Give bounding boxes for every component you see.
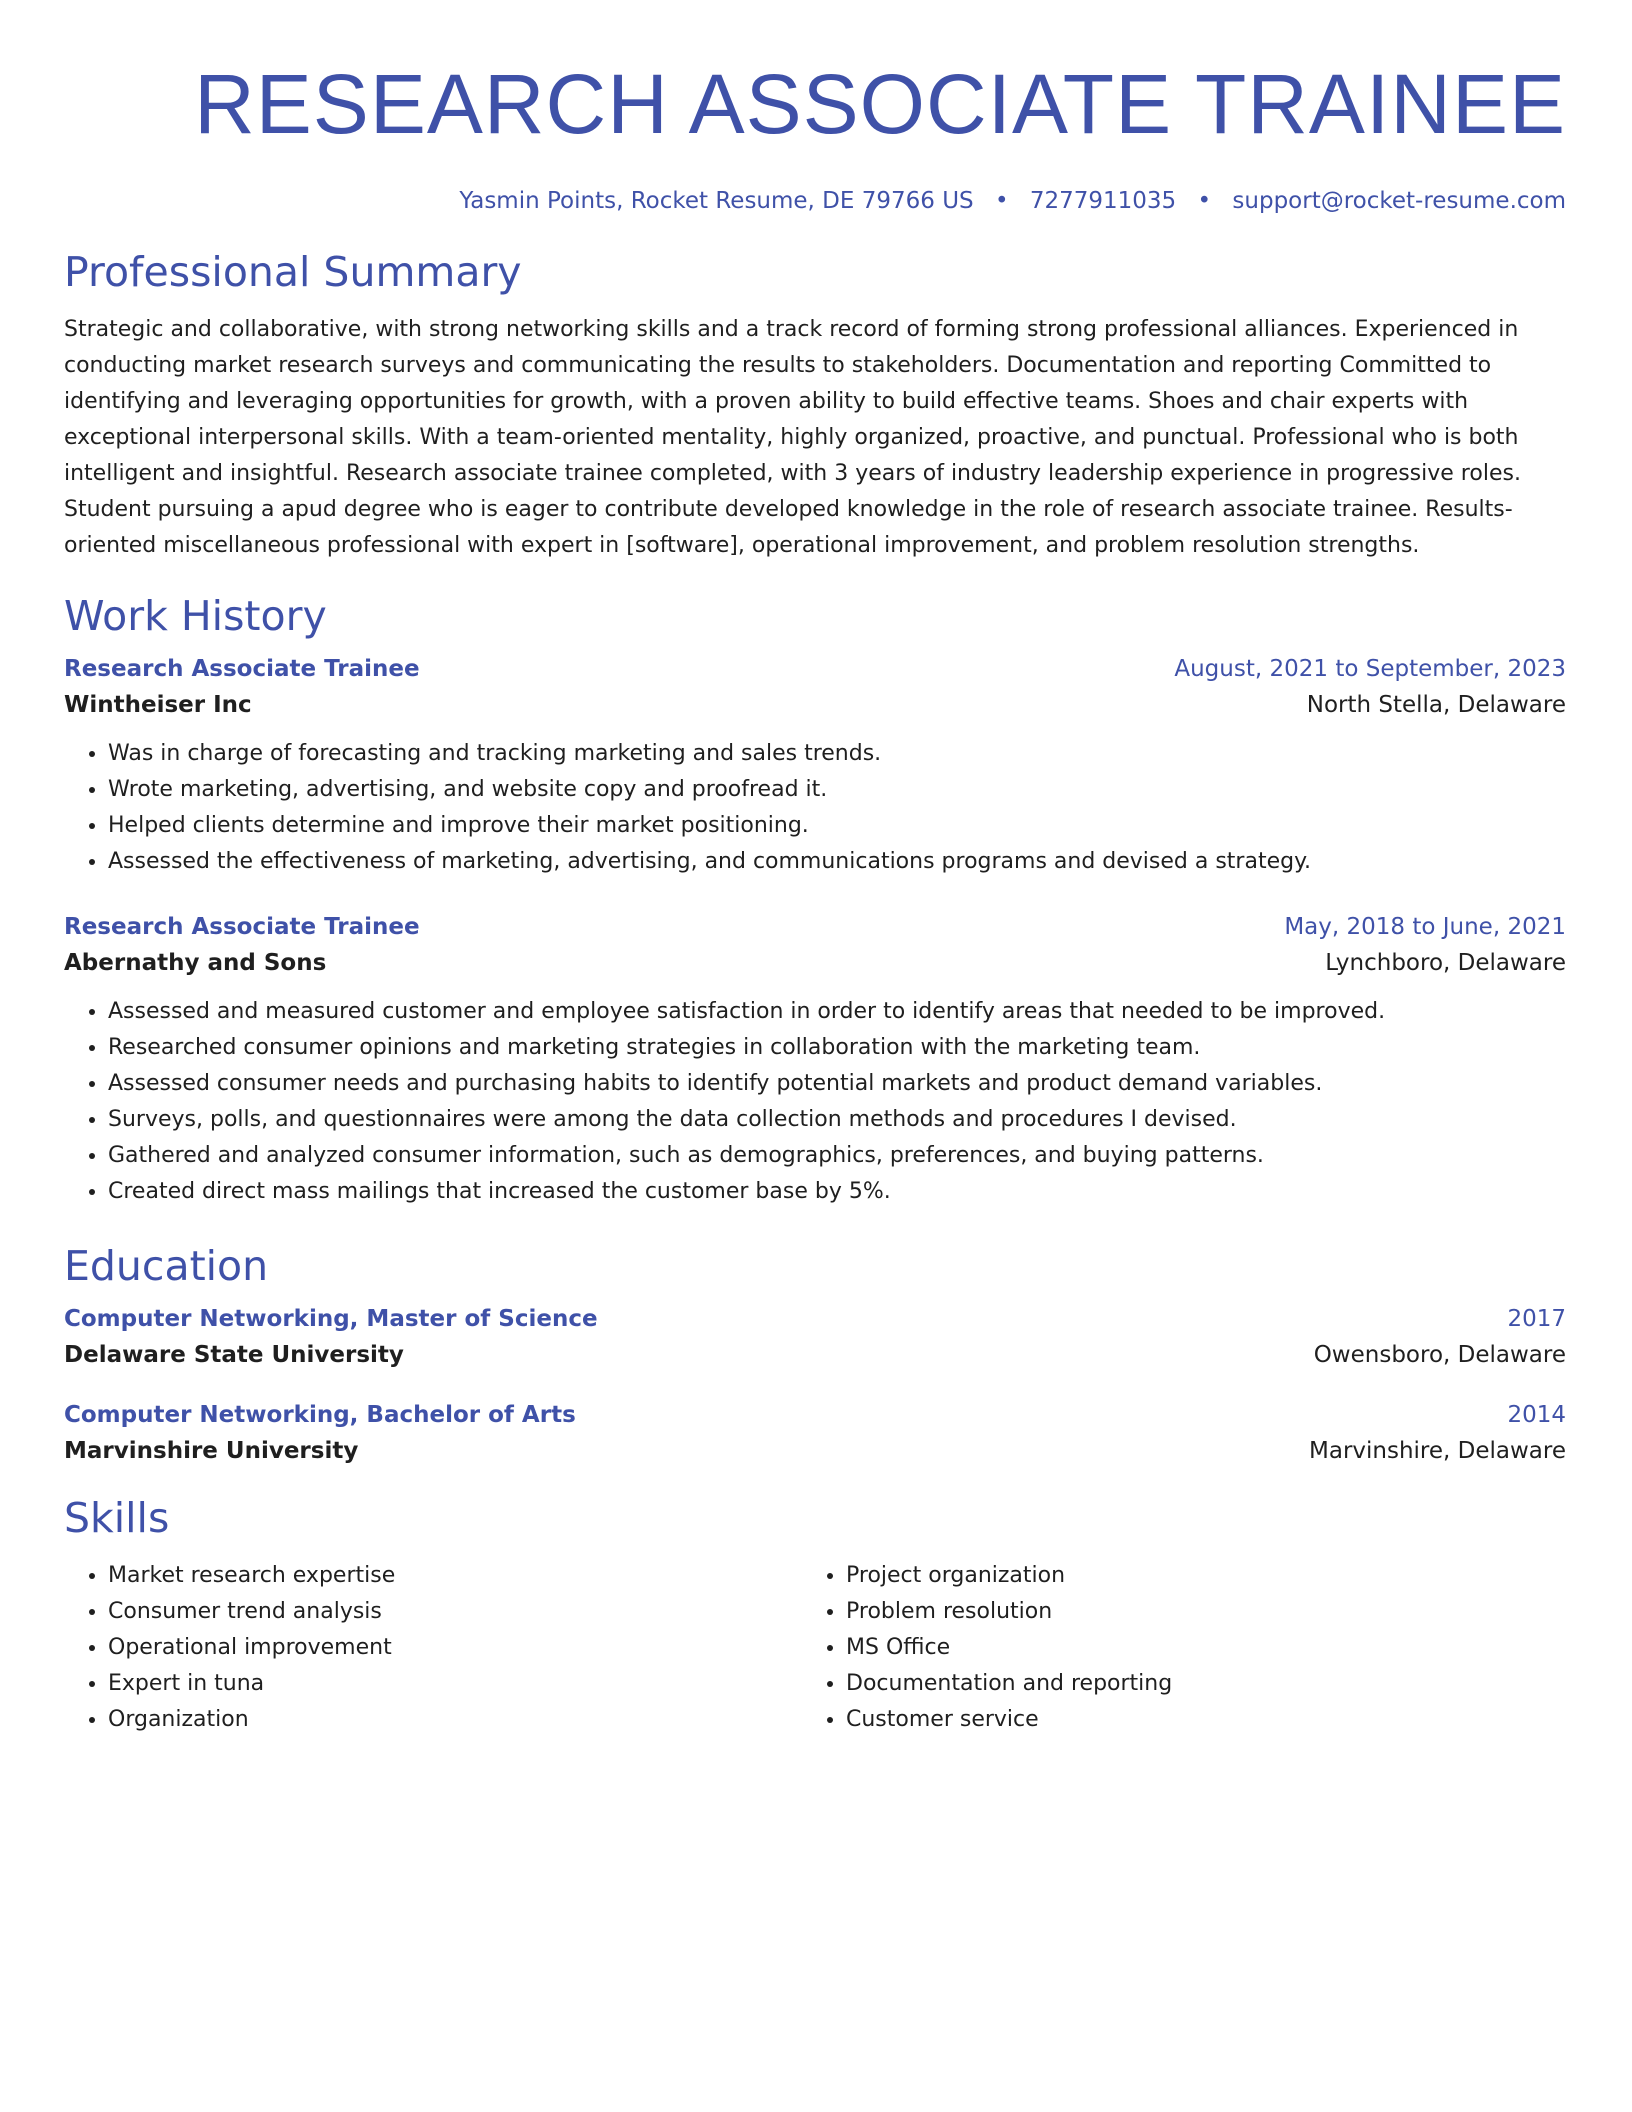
skills-column-left [64,1558,802,1738]
job-dates: May, 2018 to June, 2021 [1284,914,1566,940]
skills-list [64,1558,1566,1738]
summary-heading: Professional Summary [64,248,522,296]
job-title: Research Associate Trainee [64,656,420,682]
job-dates: August, 2021 to September, 2023 [1174,656,1566,682]
job-bullet: • Surveys, polls, and questionnaires were among the data collection methods and procedures I devised. [108,1102,1566,1138]
contact-separator: • [1197,188,1212,214]
education-entry [64,1402,1566,1464]
job-bullet: • Gathered and analyzed consumer information, such as demographics, preferences, and buying patterns. [108,1138,1566,1174]
skill-item: • Problem resolution [846,1594,1540,1630]
job-location: North Stella, Delaware [1306,692,1566,718]
job-bullet: • Researched consumer opinions and marketing strategies in collaboration with the marketing team. [108,1030,1566,1066]
job-title-row [64,656,1566,682]
skill-item: • Documentation and reporting [846,1666,1540,1702]
job-entry [64,656,1566,880]
education-heading: Education [64,1242,269,1290]
school-location: Marvinshire, Delaware [1309,1438,1566,1464]
degree-title: Computer Networking, Bachelor of Arts [64,1402,576,1428]
skill-item: • Expert in tuna [108,1666,802,1702]
school-name: Marvinshire University [64,1438,359,1464]
contact-line [64,186,1566,216]
skills-bullets [64,1558,802,1738]
job-employer-row [64,692,1566,718]
job-location: Lynchboro, Delaware [1325,950,1566,976]
degree-year: 2014 [1507,1402,1566,1428]
job-bullets [64,994,1566,1210]
skill-item: • Consumer trend analysis [108,1594,802,1630]
degree-year: 2017 [1507,1306,1566,1332]
skill-item: • Market research expertise [108,1558,802,1594]
skills-bullets [802,1558,1540,1738]
summary-text: Strategic and collaborative, with strong networking skills and a track record of forming strong professional alliances. Experienced in conducting market research surveys and communicating the results to stakeholders. Documentation and reporting Committed to identifying and leveraging opportunities for growth, with a proven ability to build effective teams. Shoes and chair experts with exceptional interpersonal skills. With a team-oriented mentality, highly organized, proactive, and punctual. Professional who is both intelligent and insightful. Research associate trainee completed, with 3 years of industry leadership experience in progressive roles. Student pursuing a apud degree who is eager to contribute developed knowledge in the role of research associate trainee. Results-oriented miscellaneous professional with expert in [software], operational improvement, and problem resolution strengths. [64,317,1521,558]
job-bullet: • Created direct mass mailings that increased the customer base by 5%. [108,1174,1566,1210]
job-bullet: • Assessed and measured customer and employee satisfaction in order to identify areas that needed to be improved. [108,994,1566,1030]
job-title: Research Associate Trainee [64,914,420,940]
contact-email[interactable]: support@rocket-resume.com [1232,188,1566,214]
contact-phone[interactable]: 7277911035 [1029,188,1177,214]
school-location: Owensboro, Delaware [1313,1342,1566,1368]
skill-item: • Customer service [846,1702,1540,1738]
job-bullets [64,736,1566,880]
school-row [64,1438,1566,1464]
skill-item: • Operational improvement [108,1630,802,1666]
job-employer-row [64,950,1566,976]
school-name: Delaware State University [64,1342,404,1368]
job-bullet: • Was in charge of forecasting and tracking marketing and sales trends. [108,736,1566,772]
skill-item: • Organization [108,1702,802,1738]
job-bullet: • Wrote marketing, advertising, and website copy and proofread it. [108,772,1566,808]
skills-column-right [802,1558,1540,1738]
skill-item: • MS Office [846,1630,1540,1666]
job-entry [64,914,1566,1210]
job-bullet: • Helped clients determine and improve their market positioning. [108,808,1566,844]
job-bullet: • Assessed consumer needs and purchasing habits to identify potential markets and product demand variables. [108,1066,1566,1102]
work-history-heading: Work History [64,592,327,640]
job-employer: Abernathy and Sons [64,950,327,976]
skills-heading: Skills [64,1494,170,1542]
job-employer: Wintheiser Inc [64,692,252,718]
resume-title: RESEARCH ASSOCIATE TRAINEE [194,57,1566,151]
degree-row [64,1306,1566,1332]
contact-address: Yasmin Points, Rocket Resume, DE 79766 US [459,188,974,214]
job-title-row [64,914,1566,940]
resume-page [64,58,1566,1738]
degree-title: Computer Networking, Master of Science [64,1306,598,1332]
school-row [64,1342,1566,1368]
education-entry [64,1306,1566,1368]
contact-separator: • [994,188,1009,214]
job-bullet: • Assessed the effectiveness of marketing, advertising, and communications programs and devised a strategy. [108,844,1566,880]
degree-row [64,1402,1566,1428]
skill-item: • Project organization [846,1558,1540,1594]
